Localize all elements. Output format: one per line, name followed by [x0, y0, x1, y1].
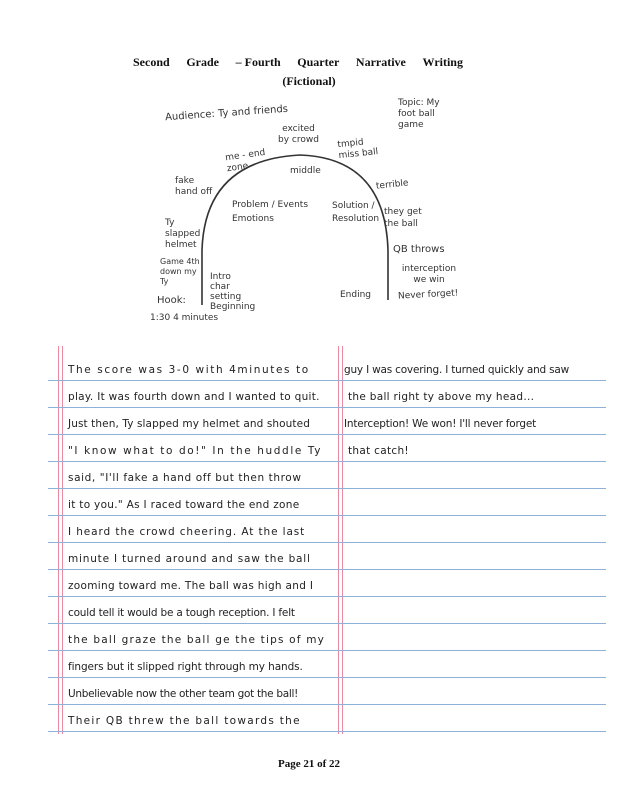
story-line: Unbelievable now the other team got the ball!: [68, 688, 299, 700]
hook-time-note: 1:30 4 minutes: [150, 313, 219, 323]
story-line: said, "I'll fake a hand off but then throw: [68, 472, 302, 484]
story-line: minute I turned around and saw the ball: [68, 553, 311, 565]
story-line: the ball graze the ball ge the tips of my: [68, 634, 326, 646]
margin-line: [62, 346, 63, 734]
story-line: fingers but it slipped right through my hands.: [68, 661, 303, 673]
ruled-line: [48, 623, 606, 624]
story-line: could tell it would be a tough reception. I felt: [68, 607, 295, 619]
excited-note: excited by crowd: [278, 124, 319, 145]
title-word: Grade: [186, 55, 219, 69]
ruled-line: [48, 515, 606, 516]
qb-throws-note: QB throws: [393, 244, 445, 255]
game-note: Game 4th down my Ty: [160, 257, 200, 286]
problem-label: Problem / Events Emotions: [232, 200, 309, 224]
never-forget-note: Never forget!: [397, 288, 459, 302]
story-line: The score was 3-0 with 4minutes to: [68, 364, 310, 376]
story-line: the ball right ty above my head...: [348, 391, 535, 403]
ruled-line: [48, 650, 606, 651]
title-word: Writing: [422, 55, 463, 69]
story-line: I heard the crowd cheering. At the last: [68, 526, 306, 538]
story-line: Just then, Ty slapped my helmet and shouted: [68, 418, 310, 430]
miss-ball-note: tmpid miss ball: [336, 137, 379, 162]
they-get-note: they get the ball: [384, 207, 422, 229]
page-number: Page 21 of 22: [277, 758, 340, 770]
title-word: – Fourth: [235, 55, 281, 69]
ending-label: Ending: [340, 290, 372, 300]
ruled-line: [48, 380, 606, 381]
terrible-note: terrible: [375, 178, 409, 192]
ruled-line: [48, 461, 606, 462]
ruled-line: [48, 407, 606, 408]
title-word: Second: [133, 55, 170, 69]
solution-label: Solution / Resolution: [332, 201, 380, 224]
ruled-line: [48, 677, 606, 678]
story-line: guy I was covering. I turned quickly and saw: [344, 364, 570, 376]
story-line: that catch!: [348, 445, 409, 457]
ruled-line: [48, 542, 606, 543]
margin-line: [58, 346, 59, 734]
ruled-line: [48, 596, 606, 597]
ruled-line: [48, 731, 606, 732]
end-zone-note: me - end zone: [224, 147, 266, 175]
ruled-line: [48, 569, 606, 570]
story-line: "I know what to do!" In the huddle Ty: [68, 445, 323, 457]
ruled-line: [48, 488, 606, 489]
slapped-helmet-note: Ty slapped helmet: [165, 218, 201, 250]
story-line: Their QB threw the ball towards the: [68, 715, 301, 727]
lined-paper: [48, 346, 606, 734]
document-subtitle: (Fictional): [282, 74, 336, 88]
story-line: it to you." As I raced toward the end zone: [68, 499, 300, 511]
ruled-line: [48, 704, 606, 705]
interception-note: interception we win: [401, 264, 457, 285]
margin-line: [342, 346, 343, 734]
story-line: play. It was fourth down and I wanted to quit.: [68, 391, 320, 403]
story-line: zooming toward me. The ball was high and I: [68, 580, 314, 592]
fake-hand-off-note: fake hand off: [175, 176, 213, 197]
title-word: Narrative: [355, 55, 406, 69]
audience-note: Audience: Ty and friends: [164, 103, 289, 124]
title-word: Quarter: [297, 55, 340, 69]
hook-label: Hook:: [157, 295, 186, 306]
ruled-line: [48, 434, 606, 435]
story-line: Interception! We won! I'll never forget: [344, 418, 537, 430]
margin-line: [338, 346, 339, 734]
topic-note: Topic: My foot ball game: [398, 98, 440, 130]
middle-label: middle: [290, 166, 321, 176]
intro-label: Intro char setting Beginning: [210, 272, 256, 312]
